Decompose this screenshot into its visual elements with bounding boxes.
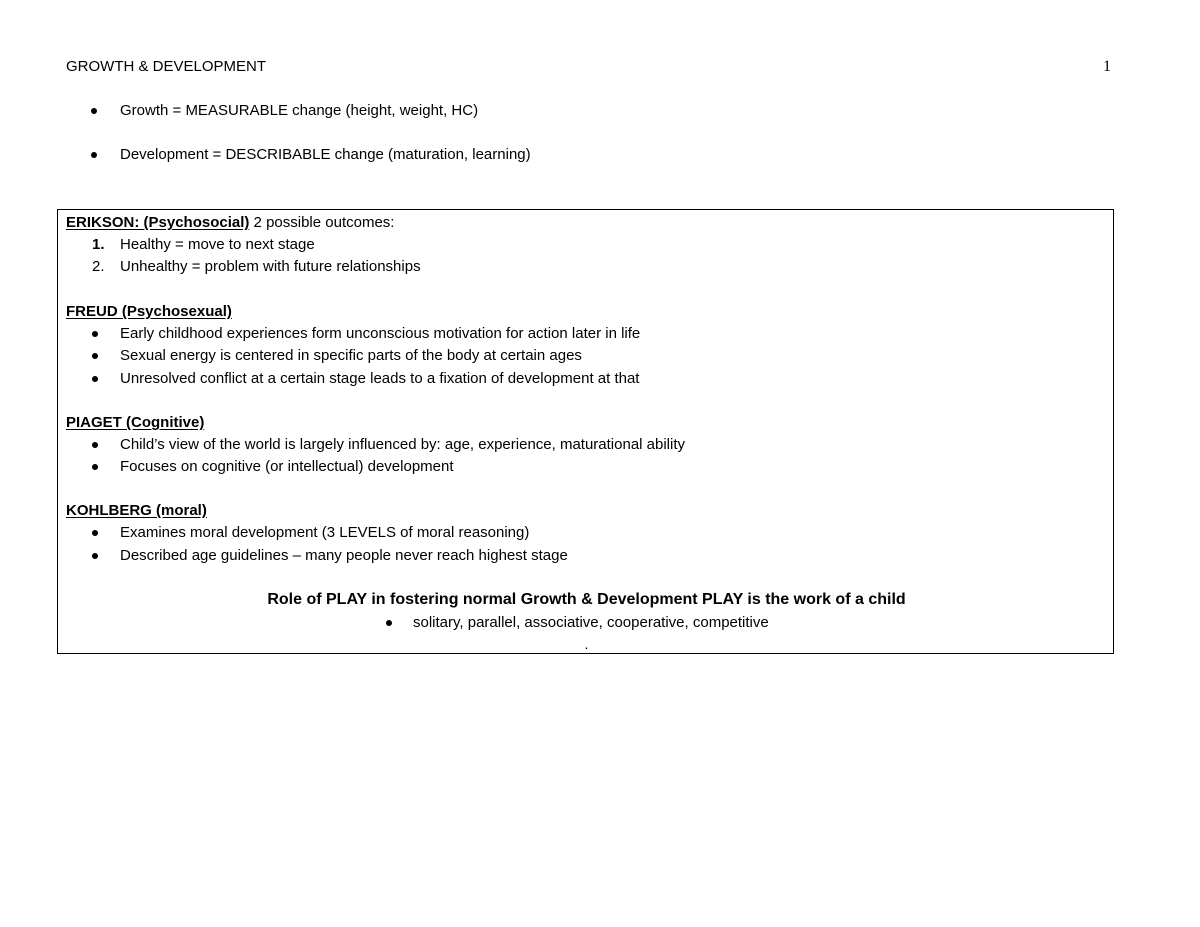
play-types-item: solitary, parallel, associative, cooperative, competitive (413, 614, 769, 631)
bullet-icon (92, 530, 98, 536)
freud-item: Unresolved conflict at a certain stage leads to a fixation of development at that (120, 370, 640, 387)
erikson-item-unhealthy: Unhealthy = problem with future relationships (120, 258, 421, 275)
bullet-icon (92, 376, 98, 382)
bullet-icon (92, 464, 98, 470)
erikson-item-healthy: Healthy = move to next stage (120, 236, 315, 253)
bullet-icon (91, 108, 97, 114)
freud-item: Early childhood experiences form unconscious motivation for action later in life (120, 325, 641, 342)
bullet-icon (92, 331, 98, 337)
trailing-period: . (584, 636, 589, 652)
kohlberg-heading: KOHLBERG (moral) (66, 502, 207, 519)
piaget-heading: PIAGET (Cognitive) (66, 414, 205, 431)
intro-bullet-development: Development = DESCRIBABLE change (maturation, learning) (120, 146, 531, 163)
page-number: 1 (1103, 58, 1111, 75)
erikson-heading-suffix: 2 possible outcomes: (249, 214, 395, 231)
erikson-item-number: 2. (92, 258, 105, 275)
theories-box (57, 209, 1114, 654)
erikson-heading: ERIKSON: (Psychosocial) (66, 214, 250, 231)
intro-bullet-growth: Growth = MEASURABLE change (height, weight, HC) (120, 102, 479, 119)
kohlberg-item: Described age guidelines – many people never reach highest stage (120, 547, 568, 564)
erikson-section-title (66, 214, 394, 232)
document-header-title: GROWTH & DEVELOPMENT (66, 58, 267, 75)
bullet-icon (92, 353, 98, 359)
erikson-item-number: 1. (92, 236, 105, 253)
play-section-title: Role of PLAY in fostering normal Growth & Development PLAY is the work of a child (267, 591, 906, 608)
freud-item: Sexual energy is centered in specific parts of the body at certain ages (120, 347, 582, 364)
piaget-item: Child’s view of the world is largely influenced by: age, experience, maturational ability (120, 436, 686, 453)
bullet-icon (92, 442, 98, 448)
freud-heading: FREUD (Psychosexual) (66, 303, 232, 320)
bullet-icon (91, 152, 97, 158)
bullet-icon (92, 553, 98, 559)
kohlberg-item: Examines moral development (3 LEVELS of moral reasoning) (120, 524, 530, 541)
piaget-item: Focuses on cognitive (or intellectual) development (120, 458, 454, 475)
bullet-icon (386, 620, 392, 626)
